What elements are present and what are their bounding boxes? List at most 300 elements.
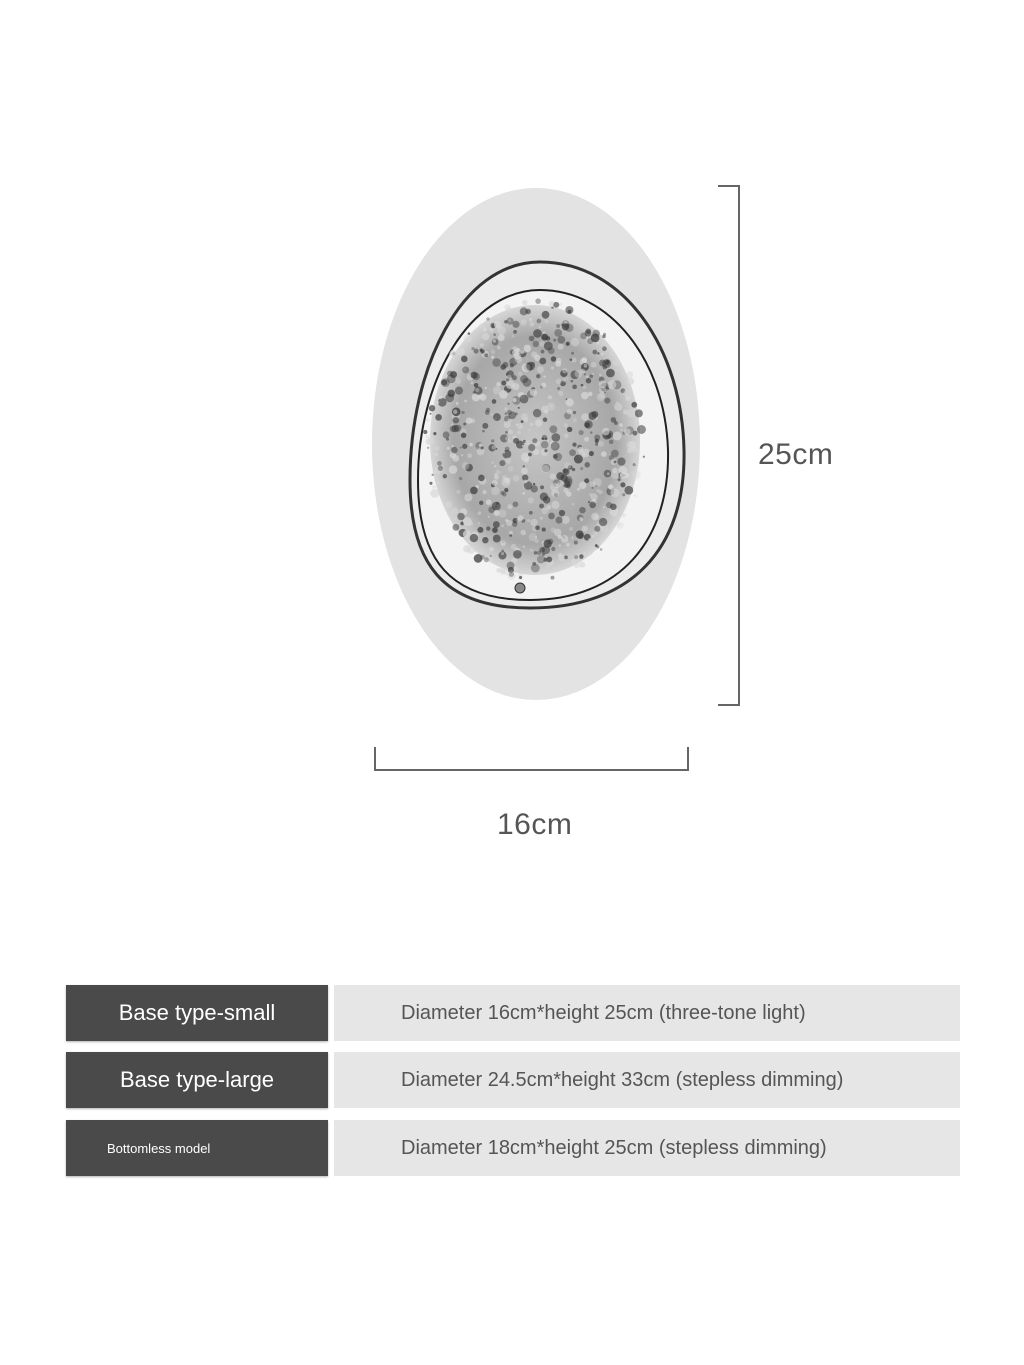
crystal-speckle (461, 433, 466, 438)
crystal-speckle (456, 402, 459, 405)
crystal-speckle (571, 537, 573, 539)
crystal-speckle (492, 527, 498, 533)
crystal-speckle (553, 302, 559, 308)
crystal-speckle (462, 444, 467, 449)
crystal-speckle (541, 465, 549, 473)
crystal-speckle (492, 399, 497, 404)
crystal-speckle (611, 488, 620, 497)
crystal-speckle (435, 453, 438, 456)
crystal-speckle (512, 335, 514, 337)
crystal-speckle (461, 454, 463, 456)
crystal-speckle (599, 518, 607, 526)
crystal-speckle (548, 513, 555, 520)
crystal-speckle (632, 470, 641, 479)
crystal-speckle (564, 423, 568, 427)
crystal-speckle (551, 356, 556, 361)
crystal-speckle (529, 336, 535, 342)
crystal-speckle (543, 376, 545, 378)
crystal-speckle (541, 507, 548, 514)
spec-row (66, 1052, 960, 1108)
crystal-speckle (591, 373, 593, 375)
crystal-speckle (479, 501, 483, 505)
crystal-speckle (574, 541, 578, 545)
crystal-speckle (461, 356, 468, 363)
crystal-speckle (571, 352, 574, 355)
crystal-speckle (606, 369, 615, 378)
crystal-speckle (579, 430, 584, 435)
crystal-speckle (429, 405, 435, 411)
crystal-speckle (488, 516, 490, 518)
crystal-speckle (548, 395, 552, 399)
crystal-speckle (493, 333, 496, 336)
crystal-speckle (501, 552, 504, 555)
crystal-speckle (623, 410, 628, 415)
crystal-speckle (509, 534, 512, 537)
crystal-speckle (525, 440, 531, 446)
crystal-speckle (603, 506, 605, 508)
crystal-speckle (594, 515, 599, 520)
crystal-speckle (522, 378, 531, 387)
crystal-speckle (635, 409, 643, 417)
crystal-speckle (528, 497, 534, 503)
crystal-speckle (572, 385, 577, 390)
crystal-speckle (573, 418, 577, 422)
crystal-speckle (613, 359, 620, 366)
crystal-speckle (482, 537, 488, 543)
crystal-speckle (519, 576, 522, 579)
crystal-speckle (578, 533, 584, 539)
crystal-speckle (526, 362, 535, 371)
crystal-speckle (482, 423, 488, 429)
crystal-speckle (562, 368, 567, 373)
crystal-speckle (464, 493, 472, 501)
crystal-speckle (575, 370, 583, 378)
crystal-speckle (584, 420, 592, 428)
crystal-speckle (541, 448, 549, 456)
crystal-speckle (571, 559, 577, 565)
crystal-speckle (490, 349, 495, 354)
crystal-speckle (579, 517, 583, 521)
spec-row (66, 1120, 960, 1176)
crystal-speckle (595, 443, 598, 446)
crystal-speckle (584, 373, 586, 375)
crystal-speckle (587, 550, 593, 556)
crystal-speckle (536, 319, 541, 324)
crystal-speckle (625, 395, 631, 401)
crystal-speckle (520, 319, 526, 325)
crystal-speckle (457, 348, 465, 356)
crystal-speckle (537, 366, 544, 373)
crystal-speckle (581, 384, 584, 387)
crystal-speckle (529, 533, 537, 541)
crystal-speckle (543, 417, 548, 422)
crystal-speckle (589, 502, 596, 509)
crystal-speckle (566, 543, 570, 547)
crystal-speckle (507, 369, 509, 371)
crystal-speckle (509, 572, 514, 577)
crystal-speckle (622, 493, 625, 496)
crystal-speckle (506, 378, 509, 381)
crystal-speckle (539, 547, 545, 553)
crystal-speckle (599, 374, 602, 377)
crystal-speckle (505, 457, 511, 463)
crystal-speckle (463, 545, 471, 553)
crystal-speckle (522, 300, 527, 305)
crystal-speckle (561, 535, 569, 543)
crystal-speckle (594, 526, 600, 532)
crystal-speckle (504, 320, 507, 323)
crystal-speckle (545, 320, 549, 324)
crystal-speckle (588, 501, 590, 503)
crystal-speckle (643, 456, 645, 458)
crystal-speckle (533, 483, 535, 485)
crystal-speckle (513, 550, 522, 559)
crystal-speckle (550, 474, 556, 480)
crystal-speckle (512, 383, 519, 390)
crystal-speckle (618, 478, 621, 481)
crystal-speckle (532, 438, 537, 443)
crystal-speckle (429, 482, 432, 485)
crystal-speckle (581, 357, 587, 363)
crystal-speckle (483, 327, 487, 331)
crystal-speckle (551, 547, 555, 551)
crystal-speckle (559, 510, 565, 516)
crystal-speckle (433, 432, 436, 435)
spec-row (66, 985, 960, 1041)
crystal-speckle (521, 468, 528, 475)
crystal-speckle (608, 484, 613, 489)
crystal-speckle (493, 413, 501, 421)
crystal-speckle (602, 359, 611, 368)
crystal-speckle (601, 451, 607, 457)
crystal-speckle (516, 423, 519, 426)
crystal-speckle (581, 413, 589, 421)
crystal-speckle (581, 392, 589, 400)
crystal-speckle (430, 413, 432, 415)
crystal-speckle (528, 444, 535, 451)
crystal-speckle (551, 442, 560, 451)
crystal-speckle (573, 411, 576, 414)
crystal-speckle (540, 485, 544, 489)
crystal-speckle (584, 462, 589, 467)
crystal-speckle (567, 409, 572, 414)
crystal-speckle (570, 358, 573, 361)
crystal-speckle (586, 378, 591, 383)
crystal-speckle (447, 371, 453, 377)
crystal-speckle (530, 519, 537, 526)
crystal-speckle (497, 568, 501, 572)
crystal-speckle (585, 330, 592, 337)
crystal-speckle (542, 311, 550, 319)
crystal-speckle (569, 527, 573, 531)
crystal-speckle (633, 463, 636, 466)
crystal-speckle (501, 549, 504, 552)
crystal-speckle (481, 446, 484, 449)
spec-value: Diameter 16cm*height 25cm (three-tone light) (334, 985, 960, 1041)
crystal-speckle (515, 412, 518, 415)
crystal-speckle (451, 357, 454, 360)
crystal-speckle (489, 560, 492, 563)
crystal-speckle (461, 411, 464, 414)
crystal-speckle (502, 492, 506, 496)
crystal-speckle (493, 386, 501, 394)
crystal-speckle (456, 378, 461, 383)
crystal-speckle (600, 548, 603, 551)
crystal-speckle (530, 549, 533, 552)
spec-value: Diameter 18cm*height 25cm (stepless dimming) (334, 1120, 960, 1176)
crystal-speckle (524, 345, 531, 352)
crystal-speckle (578, 447, 584, 453)
crystal-speckle (527, 519, 530, 522)
crystal-speckle (606, 389, 609, 392)
crystal-speckle (457, 513, 464, 520)
crystal-speckle (508, 411, 516, 419)
crystal-speckle (614, 403, 622, 411)
crystal-speckle (618, 524, 620, 526)
crystal-speckle (490, 555, 492, 557)
crystal-speckle (567, 427, 572, 432)
crystal-speckle (512, 321, 519, 328)
crystal-speckle (594, 435, 600, 441)
crystal-speckle (548, 539, 554, 545)
crystal-speckle (496, 382, 501, 387)
crystal-speckle (471, 381, 474, 384)
crystal-speckle (501, 541, 506, 546)
crystal-speckle (546, 565, 549, 568)
crystal-speckle (501, 524, 504, 527)
crystal-speckle (557, 336, 565, 344)
crystal-speckle (558, 544, 561, 547)
crystal-speckle (556, 324, 560, 328)
crystal-speckle (435, 414, 442, 421)
crystal-speckle (540, 517, 543, 520)
crystal-speckle (494, 465, 496, 467)
crystal-speckle (620, 472, 627, 479)
crystal-speckle (549, 425, 557, 433)
crystal-speckle (486, 499, 492, 505)
crystal-speckle (572, 468, 575, 471)
crystal-speckle (501, 381, 506, 386)
crystal-speckle (489, 328, 491, 330)
crystal-speckle (591, 362, 597, 368)
crystal-speckle (513, 352, 521, 360)
crystal-speckle (617, 522, 624, 529)
crystal-speckle (439, 395, 443, 399)
crystal-speckle (627, 378, 634, 385)
crystal-speckle (583, 552, 586, 555)
crystal-speckle (489, 547, 494, 552)
crystal-speckle (463, 335, 471, 343)
crystal-speckle (551, 433, 560, 442)
crystal-speckle (426, 418, 430, 422)
crystal-speckle (516, 441, 524, 449)
crystal-speckle (505, 436, 510, 441)
crystal-speckle (557, 387, 560, 390)
crystal-speckle (518, 407, 520, 409)
crystal-speckle (457, 490, 461, 494)
crystal-speckle (522, 492, 525, 495)
crystal-speckle (493, 339, 496, 342)
crystal-speckle (604, 398, 610, 404)
crystal-speckle (589, 451, 594, 456)
crystal-speckle (531, 351, 537, 357)
crystal-speckle (534, 551, 538, 555)
crystal-speckle (443, 431, 450, 438)
crystal-speckle (513, 501, 519, 507)
crystal-speckle (482, 333, 489, 340)
crystal-speckle (623, 389, 630, 396)
crystal-speckle (507, 403, 510, 406)
crystal-speckle (518, 372, 522, 376)
crystal-speckle (499, 460, 505, 466)
crystal-speckle (502, 362, 508, 368)
crystal-speckle (478, 475, 485, 482)
crystal-speckle (631, 402, 637, 408)
width-bracket (375, 747, 688, 770)
crystal-speckle (597, 352, 599, 354)
crystal-speckle (451, 447, 458, 454)
crystal-speckle (544, 410, 548, 414)
crystal-speckle (562, 516, 570, 524)
crystal-speckle (451, 507, 459, 515)
crystal-speckle (597, 342, 600, 345)
crystal-speckle (553, 339, 556, 342)
crystal-speckle (607, 380, 616, 389)
crystal-speckle (542, 528, 546, 532)
crystal-speckle (486, 526, 490, 530)
crystal-speckle (491, 487, 500, 496)
crystal-speckle (611, 471, 619, 479)
spec-value: Diameter 24.5cm*height 33cm (stepless dimming) (334, 1052, 960, 1108)
crystal-speckle (530, 389, 537, 396)
crystal-speckle (540, 492, 548, 500)
crystal-speckle (523, 546, 525, 548)
crystal-speckle (594, 531, 598, 535)
crystal-speckle (485, 387, 487, 389)
crystal-speckle (516, 518, 520, 522)
crystal-speckle (485, 410, 490, 415)
crystal-speckle (492, 480, 498, 486)
crystal-speckle (513, 330, 517, 334)
crystal-speckle (482, 430, 485, 433)
crystal-speckle (620, 428, 623, 431)
crystal-speckle (602, 335, 606, 339)
crystal-speckle (586, 375, 588, 377)
crystal-speckle (463, 517, 472, 526)
crystal-speckle (629, 441, 637, 449)
crystal-speckle (528, 429, 530, 431)
crystal-speckle (564, 478, 573, 487)
crystal-speckle (554, 453, 562, 461)
crystal-speckle (530, 322, 535, 327)
crystal-speckle (551, 527, 556, 532)
crystal-speckle (470, 419, 475, 424)
crystal-speckle (593, 478, 602, 487)
crystal-speckle (509, 319, 511, 321)
crystal-speckle (574, 455, 583, 464)
crystal-speckle (454, 425, 461, 432)
crystal-speckle (453, 417, 459, 423)
crystal-speckle (453, 410, 457, 414)
crystal-speckle (492, 445, 497, 450)
crystal-speckle (477, 527, 483, 533)
crystal-speckle (571, 358, 576, 363)
crystal-speckle (454, 516, 457, 519)
crystal-speckle (472, 373, 480, 381)
crystal-speckle (562, 378, 566, 382)
crystal-speckle (555, 517, 562, 524)
crystal-speckle (551, 501, 559, 509)
crystal-speckle (599, 392, 606, 399)
crystal-speckle (572, 503, 575, 506)
crystal-speckle (524, 480, 527, 483)
crystal-speckle (536, 374, 540, 378)
crystal-speckle (462, 462, 469, 469)
crystal-speckle (634, 495, 636, 497)
crystal-speckle (477, 511, 481, 515)
height-bracket (718, 186, 739, 705)
crystal-speckle (469, 443, 473, 447)
crystal-speckle (550, 483, 558, 491)
crystal-speckle (460, 447, 462, 449)
crystal-speckle (569, 449, 576, 456)
crystal-speckle (590, 493, 597, 500)
crystal-speckle (617, 457, 625, 465)
crystal-speckle (426, 439, 432, 445)
crystal-speckle (430, 489, 439, 498)
crystal-speckle (626, 371, 633, 378)
crystal-speckle (491, 439, 494, 442)
crystal-speckle (566, 343, 569, 346)
crystal-speckle (541, 383, 546, 388)
crystal-speckle (531, 564, 540, 573)
crystal-speckle (522, 445, 524, 447)
crystal-speckle (592, 487, 594, 489)
crystal-speckle (591, 334, 600, 343)
crystal-speckle (464, 400, 467, 403)
crystal-speckle (506, 520, 512, 526)
crystal-speckle (616, 369, 618, 371)
crystal-speckle (533, 409, 541, 417)
crystal-speckle (445, 501, 452, 508)
crystal-speckle (588, 538, 591, 541)
crystal-speckle (480, 394, 487, 401)
crystal-speckle (467, 453, 472, 458)
crystal-speckle (590, 431, 592, 433)
crystal-speckle (565, 306, 573, 314)
crystal-speckle (426, 435, 429, 438)
crystal-speckle (559, 303, 562, 306)
crystal-speckle (633, 431, 638, 436)
crystal-speckle (463, 530, 471, 538)
crystal-speckle (620, 482, 625, 487)
crystal-speckle (493, 521, 500, 528)
crystal-speckle (523, 417, 528, 422)
crystal-speckle (484, 557, 489, 562)
crystal-speckle (459, 477, 462, 480)
crystal-speckle (556, 358, 561, 363)
crystal-speckle (463, 423, 466, 426)
crystal-speckle (484, 353, 488, 357)
crystal-speckle (533, 329, 542, 338)
crystal-speckle (556, 379, 562, 385)
crystal-speckle (507, 504, 512, 509)
crystal-speckle (499, 510, 507, 518)
crystal-speckle (447, 390, 455, 398)
crystal-speckle (580, 467, 583, 470)
crystal-speckle (498, 334, 505, 341)
crystal-speckle (601, 353, 604, 356)
